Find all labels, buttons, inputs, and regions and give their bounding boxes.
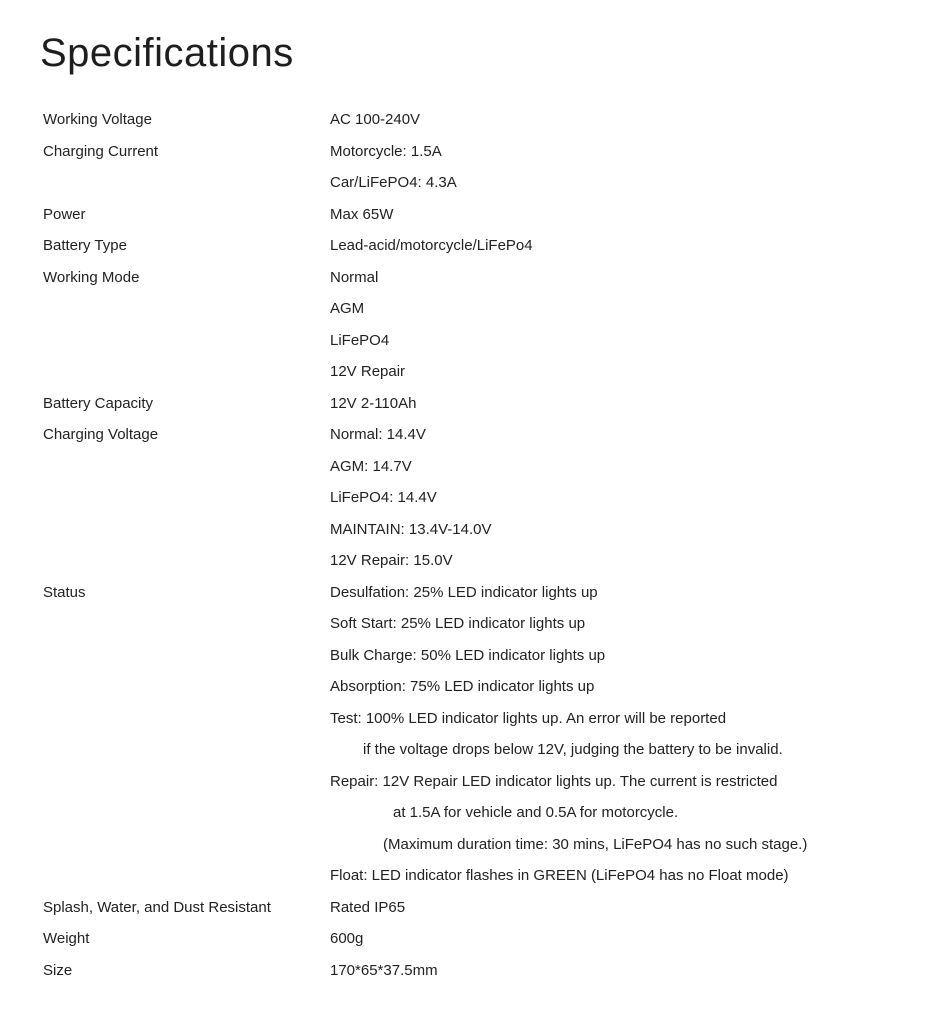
spec-value-line: Test: 100% LED indicator lights up. An error will be reported: [330, 709, 727, 727]
spec-value-line: 12V Repair: 15.0V: [330, 552, 453, 569]
spec-label: Battery Capacity: [43, 394, 154, 412]
spec-label: Charging Current: [43, 142, 159, 160]
spec-value-line: Soft Start: 25% LED indicator lights up: [330, 615, 586, 632]
spec-label: Weight: [43, 930, 90, 947]
spec-values: [330, 199, 923, 231]
spec-value-line: Max 65W: [330, 205, 394, 223]
spec-value-line: Lead-acid/motorcycle/LiFePo4: [330, 237, 533, 254]
spec-label: Working Voltage: [43, 111, 152, 128]
spec-value-line: AGM: [330, 300, 365, 317]
spec-value-line: if the voltage drops below 12V, judging the battery to be invalid.: [363, 741, 783, 758]
spec-row: [43, 388, 923, 420]
spec-value-line: 12V Repair: [330, 363, 406, 380]
spec-label: Working Mode: [43, 268, 140, 286]
spec-values: [330, 262, 923, 388]
spec-value-line: 12V 2-110Ah: [330, 394, 417, 412]
spec-label: Power: [43, 205, 86, 223]
spec-value-line: Float: LED indicator flashes in GREEN (LiFePO4 has no Float mode): [330, 867, 789, 884]
spec-label: Status: [43, 583, 86, 601]
spec-row: [43, 577, 923, 892]
spec-value-line: Normal: 14.4V: [330, 426, 426, 443]
spec-row: [43, 892, 923, 924]
spec-values: [330, 419, 923, 577]
spec-value-line: Desulfation: 25% LED indicator lights up: [330, 583, 598, 601]
spec-label: Splash, Water, and Dust Resistant: [43, 898, 271, 916]
spec-label: Size: [43, 961, 73, 979]
spec-value-line: Car/LiFePO4: 4.3A: [330, 174, 457, 191]
spec-row: [43, 262, 923, 388]
spec-values: [330, 892, 923, 924]
spec-values: [330, 577, 923, 892]
spec-value-line: Motorcycle: 1.5A: [330, 142, 442, 160]
spec-values: [330, 136, 923, 199]
spec-value-line: Rated IP65: [330, 898, 406, 916]
spec-value-line: Normal: [330, 268, 379, 286]
spec-values: [330, 230, 923, 262]
page-title: Specifications: [40, 31, 294, 75]
spec-row: [43, 419, 923, 577]
spec-row: [43, 136, 923, 199]
spec-value-line: AC 100-240V: [330, 111, 421, 128]
spec-row: [43, 104, 923, 136]
spec-values: [330, 388, 923, 420]
spec-value-line: (Maximum duration time: 30 mins, LiFePO4 has no such stage.): [383, 835, 808, 853]
spec-row: [43, 955, 923, 987]
spec-label: Charging Voltage: [43, 426, 159, 443]
spec-value-line: Absorption: 75% LED indicator lights up: [330, 678, 595, 695]
spec-value-line: AGM: 14.7V: [330, 457, 412, 475]
spec-table: [43, 104, 923, 986]
spec-value-line: 600g: [330, 930, 364, 947]
spec-row: [43, 199, 923, 231]
spec-row: [43, 230, 923, 262]
spec-row: [43, 923, 923, 955]
spec-value-line: 170*65*37.5mm: [330, 961, 438, 979]
spec-values: [330, 104, 923, 136]
spec-value-line: Repair: 12V Repair LED indicator lights up. The current is restricted: [330, 772, 778, 790]
spec-values: [330, 923, 923, 955]
spec-value-line: LiFePO4: [330, 331, 390, 349]
spec-value-line: MAINTAIN: 13.4V-14.0V: [330, 520, 492, 538]
spec-value-line: LiFePO4: 14.4V: [330, 489, 437, 506]
spec-label: Battery Type: [43, 237, 127, 254]
spec-value-line: at 1.5A for vehicle and 0.5A for motorcycle.: [393, 804, 679, 821]
spec-value-line: Bulk Charge: 50% LED indicator lights up: [330, 646, 606, 664]
spec-values: [330, 955, 923, 987]
